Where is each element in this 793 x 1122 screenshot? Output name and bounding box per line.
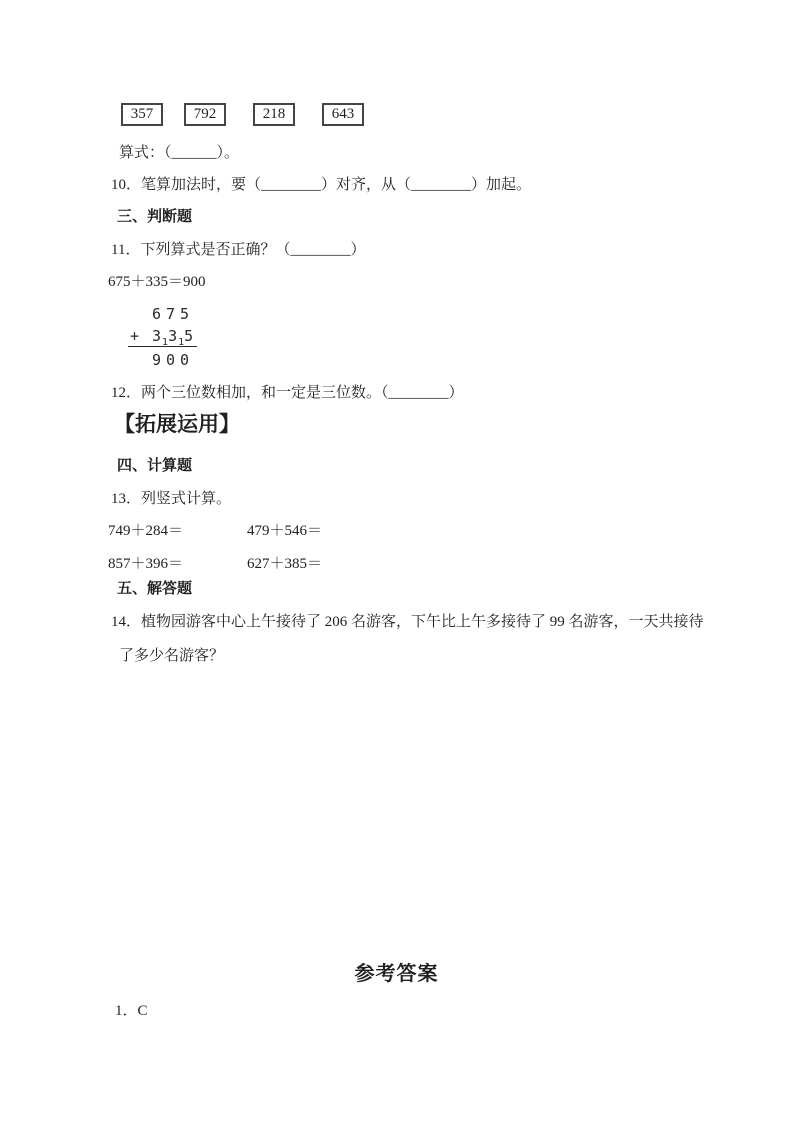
question-12: 12．两个三位数相加，和一定是三位数。（________） <box>111 385 464 401</box>
section-five-heading: 五、解答题 <box>117 580 193 597</box>
equation-3: 857＋396＝ <box>108 556 184 572</box>
vertical-addition-addend2 <box>152 327 193 348</box>
sum-rule-line <box>128 346 197 347</box>
question-11-equation: 675＋335＝900 <box>108 274 206 290</box>
vertical-addition-addend1: 675 <box>152 305 195 323</box>
plus-sign: + <box>130 327 140 345</box>
reference-answers-title: 参考答案 <box>354 963 439 985</box>
question-10: 10．笔算加法时，要（________）对齐，从（________）加起。 <box>111 177 532 193</box>
section-four-heading: 四、计算题 <box>117 457 193 474</box>
equation-2: 479＋546＝ <box>247 523 323 539</box>
number-option-box: 643 <box>322 103 364 126</box>
carry-mark: 1 <box>162 337 169 348</box>
number-option-box: 357 <box>121 103 163 126</box>
equation-1: 749＋284＝ <box>108 523 184 539</box>
addend2-digit: 3 <box>152 327 162 345</box>
question-13: 13．列竖式计算。 <box>111 491 232 507</box>
vertical-addition <box>128 305 218 369</box>
question-11: 11．下列算式是否正确？（________） <box>111 242 366 258</box>
carry-mark: 1 <box>178 337 185 348</box>
question-14-line2: 了多少名游客？ <box>119 648 225 664</box>
section-three-heading: 三、判断题 <box>117 208 193 225</box>
number-option-box: 218 <box>253 103 295 126</box>
vertical-addition-sum: 900 <box>152 351 195 369</box>
addend2-digit: 5 <box>184 327 194 345</box>
equation-answer-blank: 算式：（______）。 <box>119 145 240 161</box>
question-14-line1: 14．植物园游客中心上午接待了 206 名游客，下午比上午多接待了 99 名游客，一天共接待 <box>111 614 704 630</box>
answer-item-1: 1．C <box>115 1003 148 1019</box>
equation-4: 627＋385＝ <box>247 556 323 572</box>
number-option-box: 792 <box>184 103 226 126</box>
addend2-digit: 3 <box>168 327 178 345</box>
expand-section-heading: 【拓展运用】 <box>114 413 240 436</box>
